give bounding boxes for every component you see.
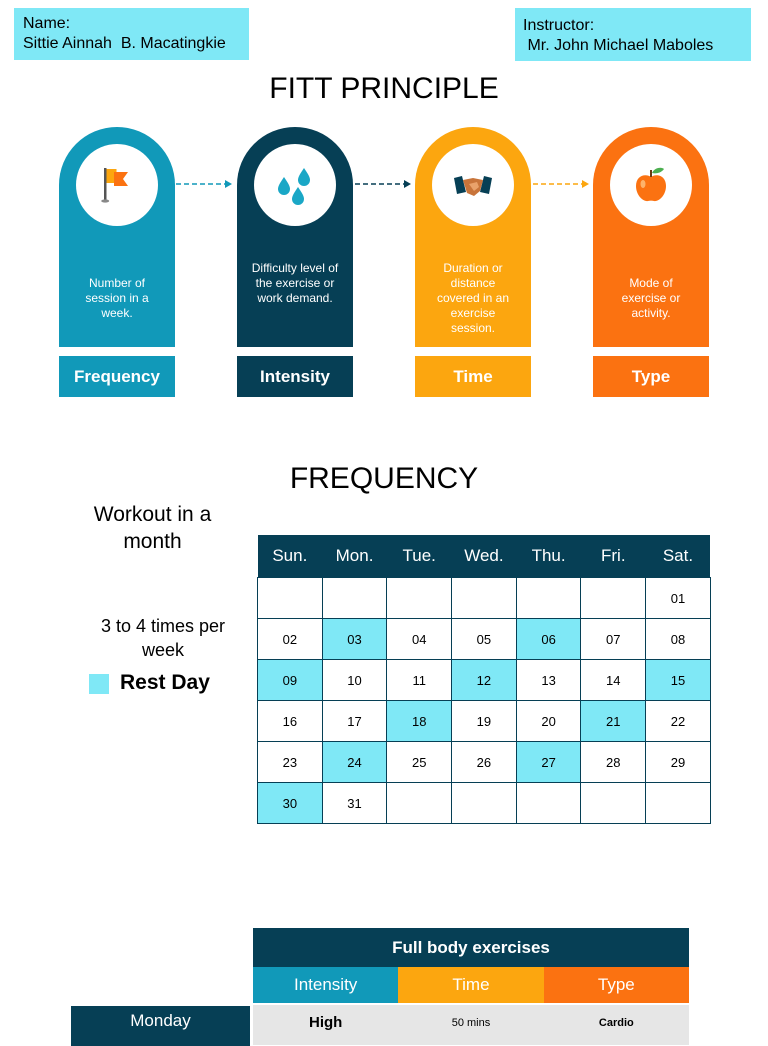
calendar-day-cell: 10: [322, 660, 387, 701]
row-type: Cardio: [598, 1017, 634, 1029]
calendar-day-cell: 03: [322, 619, 387, 660]
handshake-icon: [453, 165, 493, 205]
calendar-body: [258, 578, 711, 824]
calendar-day-cell: [322, 578, 387, 619]
name-box: [14, 8, 249, 60]
calendar-week: [258, 742, 711, 783]
calendar-day-cell: 22: [646, 701, 711, 742]
calendar-day-cell: 05: [452, 619, 517, 660]
calendar-day-cell: 01: [646, 578, 711, 619]
calendar-day-cell: 14: [581, 660, 646, 701]
name-label: Name:: [23, 15, 71, 32]
instructor-label: Instructor:: [523, 17, 595, 34]
type-description: Mode of exercise or activity.: [621, 276, 681, 320]
exercise-table: [253, 928, 689, 1045]
calendar-day-cell: 07: [581, 619, 646, 660]
day-header: Tue.: [387, 535, 452, 578]
calendar-day-cell: [258, 578, 323, 619]
calendar-day-cell: 11: [387, 660, 452, 701]
workout-text: Workout in a month: [93, 503, 212, 553]
calendar-day-cell: 28: [581, 742, 646, 783]
row-time: 50 mins: [451, 1017, 491, 1029]
calendar-day-cell: 16: [258, 701, 323, 742]
name-value: Sittie Ainnah B. Macatingkie: [23, 35, 226, 52]
calendar-day-cell: 30: [258, 783, 323, 824]
rest-day-swatch: [89, 674, 109, 694]
calendar-day-cell: 02: [258, 619, 323, 660]
exercise-columns: [253, 967, 689, 1003]
fitt-title: FITT PRINCIPLE: [269, 72, 499, 105]
column-time: Time: [398, 967, 543, 1003]
rest-day-label: Rest Day: [120, 671, 210, 694]
column-intensity: Intensity: [253, 967, 398, 1003]
calendar-header-row: [258, 535, 711, 578]
times-per-week-text: 3 to 4 times per week: [100, 616, 226, 660]
calendar-day-cell: [581, 578, 646, 619]
exercise-table-header: Full body exercises: [253, 928, 689, 967]
row-day: Monday: [71, 1006, 250, 1046]
calendar-day-cell: 09: [258, 660, 323, 701]
column-type: Type: [544, 967, 689, 1003]
time-card: [415, 127, 531, 347]
calendar-day-cell: 19: [452, 701, 517, 742]
calendar-week: [258, 783, 711, 824]
calendar: [257, 535, 711, 824]
frequency-card: [59, 127, 175, 347]
table-row: [253, 1003, 689, 1045]
day-header: Thu.: [516, 535, 581, 578]
day-header: Wed.: [452, 535, 517, 578]
calendar-day-cell: 04: [387, 619, 452, 660]
calendar-day-cell: [646, 783, 711, 824]
calendar-day-cell: 31: [322, 783, 387, 824]
flag-icon: [97, 165, 137, 205]
type-label: Type: [593, 356, 709, 397]
calendar-day-cell: [516, 783, 581, 824]
day-header: Fri.: [581, 535, 646, 578]
calendar-week: [258, 701, 711, 742]
calendar-day-cell: 08: [646, 619, 711, 660]
calendar-day-cell: 24: [322, 742, 387, 783]
time-label: Time: [415, 356, 531, 397]
calendar-day-cell: 20: [516, 701, 581, 742]
calendar-day-cell: 18: [387, 701, 452, 742]
calendar-week: [258, 660, 711, 701]
calendar-day-cell: [516, 578, 581, 619]
calendar-day-cell: 06: [516, 619, 581, 660]
calendar-day-cell: 12: [452, 660, 517, 701]
calendar-day-cell: 23: [258, 742, 323, 783]
calendar-day-cell: 29: [646, 742, 711, 783]
arrow-1: [175, 178, 235, 190]
calendar-day-cell: 15: [646, 660, 711, 701]
intensity-card: [237, 127, 353, 347]
calendar-day-cell: 26: [452, 742, 517, 783]
calendar-day-cell: 25: [387, 742, 452, 783]
row-intensity: High: [309, 1014, 343, 1031]
calendar-day-cell: 21: [581, 701, 646, 742]
time-description: Duration or distance covered in an exercise session.: [436, 261, 510, 335]
arrow-2: [354, 178, 414, 190]
instructor-box: [515, 8, 751, 61]
calendar-day-cell: [581, 783, 646, 824]
apple-icon: [631, 165, 671, 205]
type-card: [593, 127, 709, 347]
calendar-day-cell: [387, 783, 452, 824]
calendar-week: [258, 619, 711, 660]
day-header: Mon.: [322, 535, 387, 578]
calendar-day-cell: [452, 783, 517, 824]
calendar-day-cell: 13: [516, 660, 581, 701]
frequency-description: Number of session in a week.: [85, 276, 149, 320]
calendar-day-cell: [452, 578, 517, 619]
calendar-day-cell: 27: [516, 742, 581, 783]
frequency-title: FREQUENCY: [289, 462, 479, 495]
day-header: Sat.: [646, 535, 711, 578]
instructor-value: Mr. John Michael Maboles: [523, 37, 714, 54]
intensity-description: Difficulty level of the exercise or work demand.: [251, 261, 339, 305]
intensity-label: Intensity: [237, 356, 353, 397]
calendar-week: [258, 578, 711, 619]
day-header: Sun.: [258, 535, 323, 578]
calendar-day-cell: 17: [322, 701, 387, 742]
water-drops-icon: [275, 165, 315, 205]
frequency-label: Frequency: [59, 356, 175, 397]
arrow-3: [532, 178, 592, 190]
calendar-day-cell: [387, 578, 452, 619]
